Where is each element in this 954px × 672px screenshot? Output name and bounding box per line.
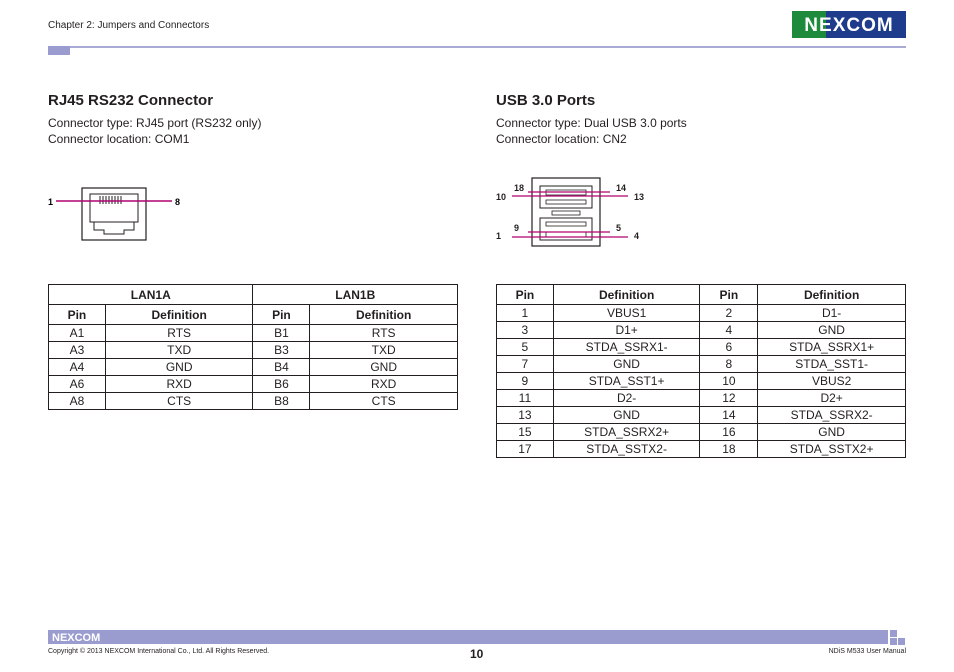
table-cell: GND bbox=[105, 359, 253, 376]
column-header: Definition bbox=[310, 305, 458, 325]
usb-label-18: 18 bbox=[514, 183, 525, 193]
footer-square bbox=[898, 638, 905, 645]
table-cell: RXD bbox=[310, 376, 458, 393]
table-row bbox=[49, 325, 458, 342]
table-cell: 15 bbox=[497, 424, 554, 441]
table-row bbox=[497, 407, 906, 424]
usb-label-10: 10 bbox=[496, 192, 507, 202]
nexcom-logo bbox=[792, 11, 906, 38]
copyright: Copyright © 2013 NEXCOM International Co., Ltd. All Rights Reserved. bbox=[48, 648, 270, 655]
table-cell: 3 bbox=[497, 322, 554, 339]
column-header: Pin bbox=[497, 285, 554, 305]
table-cell: 1 bbox=[497, 305, 554, 322]
table-cell: 16 bbox=[700, 424, 758, 441]
table-cell: STDA_SSTX2+ bbox=[758, 441, 906, 458]
group-header: LAN1A bbox=[49, 285, 253, 305]
column-header: Pin bbox=[253, 305, 310, 325]
usb-diagram bbox=[492, 176, 662, 248]
table-row bbox=[497, 441, 906, 458]
table-cell: 9 bbox=[497, 373, 554, 390]
table-cell: 5 bbox=[497, 339, 554, 356]
column-header: Definition bbox=[758, 285, 906, 305]
table-cell: B1 bbox=[253, 325, 310, 342]
table-cell: STDA_SSRX2+ bbox=[553, 424, 700, 441]
table-cell: STDA_SSRX1- bbox=[553, 339, 700, 356]
logo-text: NEXCOM bbox=[804, 15, 894, 36]
table-cell: A1 bbox=[49, 325, 106, 342]
table-cell: STDA_SST1- bbox=[758, 356, 906, 373]
usb-label-4: 4 bbox=[634, 231, 640, 241]
table-cell: STDA_SSTX2- bbox=[553, 441, 700, 458]
rj45-location: Connector location: COM1 bbox=[48, 132, 190, 146]
usb-location: Connector location: CN2 bbox=[496, 132, 627, 146]
table-cell: 7 bbox=[497, 356, 554, 373]
rj45-title: RJ45 RS232 Connector bbox=[48, 92, 214, 109]
footer-square bbox=[890, 638, 897, 645]
table-cell: D2- bbox=[553, 390, 700, 407]
usb-label-14: 14 bbox=[616, 183, 627, 193]
footer-logo-text: NEXCOM bbox=[52, 632, 101, 643]
table-row bbox=[497, 356, 906, 373]
table-cell: GND bbox=[310, 359, 458, 376]
usb-label-9: 9 bbox=[514, 223, 520, 233]
table-cell: A3 bbox=[49, 342, 106, 359]
header-divider bbox=[48, 46, 906, 48]
table-cell: CTS bbox=[310, 393, 458, 410]
rj45-diagram bbox=[44, 184, 194, 244]
table-row bbox=[49, 359, 458, 376]
table-row bbox=[497, 373, 906, 390]
table-cell: RTS bbox=[310, 325, 458, 342]
usb-pin-table bbox=[496, 284, 906, 458]
table-row bbox=[49, 376, 458, 393]
rj45-pin-table bbox=[48, 284, 458, 410]
table-row bbox=[49, 393, 458, 410]
table-cell: 14 bbox=[700, 407, 758, 424]
table-cell: RXD bbox=[105, 376, 253, 393]
column-header: Pin bbox=[700, 285, 758, 305]
table-cell: VBUS1 bbox=[553, 305, 700, 322]
usb-label-13: 13 bbox=[634, 192, 645, 202]
table-cell: A6 bbox=[49, 376, 106, 393]
usb-title: USB 3.0 Ports bbox=[496, 92, 596, 109]
manual-name: NDiS M533 User Manual bbox=[828, 648, 906, 655]
table-cell: 8 bbox=[700, 356, 758, 373]
table-cell: STDA_SSRX1+ bbox=[758, 339, 906, 356]
table-row bbox=[497, 390, 906, 407]
table-row bbox=[497, 305, 906, 322]
table-cell: CTS bbox=[105, 393, 253, 410]
table-cell: GND bbox=[553, 407, 700, 424]
header-accent-block bbox=[48, 46, 70, 55]
chapter-title: Chapter 2: Jumpers and Connectors bbox=[48, 20, 210, 31]
table-cell: 12 bbox=[700, 390, 758, 407]
column-header: Definition bbox=[105, 305, 253, 325]
footer-nexcom-logo bbox=[52, 631, 108, 643]
table-cell: 11 bbox=[497, 390, 554, 407]
table-cell: 18 bbox=[700, 441, 758, 458]
table-cell: A4 bbox=[49, 359, 106, 376]
table-cell: VBUS2 bbox=[758, 373, 906, 390]
table-cell: STDA_SSRX2- bbox=[758, 407, 906, 424]
rj45-label-left: 1 bbox=[48, 197, 54, 207]
table-cell: B3 bbox=[253, 342, 310, 359]
group-header: LAN1B bbox=[253, 285, 458, 305]
usb-label-5: 5 bbox=[616, 223, 622, 233]
usb-type: Connector type: Dual USB 3.0 ports bbox=[496, 116, 687, 130]
table-cell: 4 bbox=[700, 322, 758, 339]
table-cell: 2 bbox=[700, 305, 758, 322]
table-cell: STDA_SST1+ bbox=[553, 373, 700, 390]
table-cell: GND bbox=[553, 356, 700, 373]
footer-square bbox=[890, 630, 897, 637]
page-number: 10 bbox=[470, 647, 484, 661]
usb-label-1: 1 bbox=[496, 231, 502, 241]
table-cell: B4 bbox=[253, 359, 310, 376]
table-row bbox=[497, 322, 906, 339]
table-cell: GND bbox=[758, 424, 906, 441]
table-cell: D2+ bbox=[758, 390, 906, 407]
table-cell: A8 bbox=[49, 393, 106, 410]
table-cell: D1- bbox=[758, 305, 906, 322]
rj45-type: Connector type: RJ45 port (RS232 only) bbox=[48, 116, 262, 130]
table-cell: B6 bbox=[253, 376, 310, 393]
table-row bbox=[497, 424, 906, 441]
table-cell: 17 bbox=[497, 441, 554, 458]
table-cell: GND bbox=[758, 322, 906, 339]
footer-bar bbox=[48, 630, 888, 644]
table-cell: TXD bbox=[310, 342, 458, 359]
table-cell: 6 bbox=[700, 339, 758, 356]
table-cell: D1+ bbox=[553, 322, 700, 339]
column-header: Pin bbox=[49, 305, 106, 325]
table-row bbox=[497, 339, 906, 356]
table-cell: TXD bbox=[105, 342, 253, 359]
table-cell: B8 bbox=[253, 393, 310, 410]
table-cell: RTS bbox=[105, 325, 253, 342]
rj45-label-right: 8 bbox=[175, 197, 181, 207]
table-cell: 10 bbox=[700, 373, 758, 390]
column-header: Definition bbox=[553, 285, 700, 305]
table-row bbox=[49, 342, 458, 359]
table-cell: 13 bbox=[497, 407, 554, 424]
